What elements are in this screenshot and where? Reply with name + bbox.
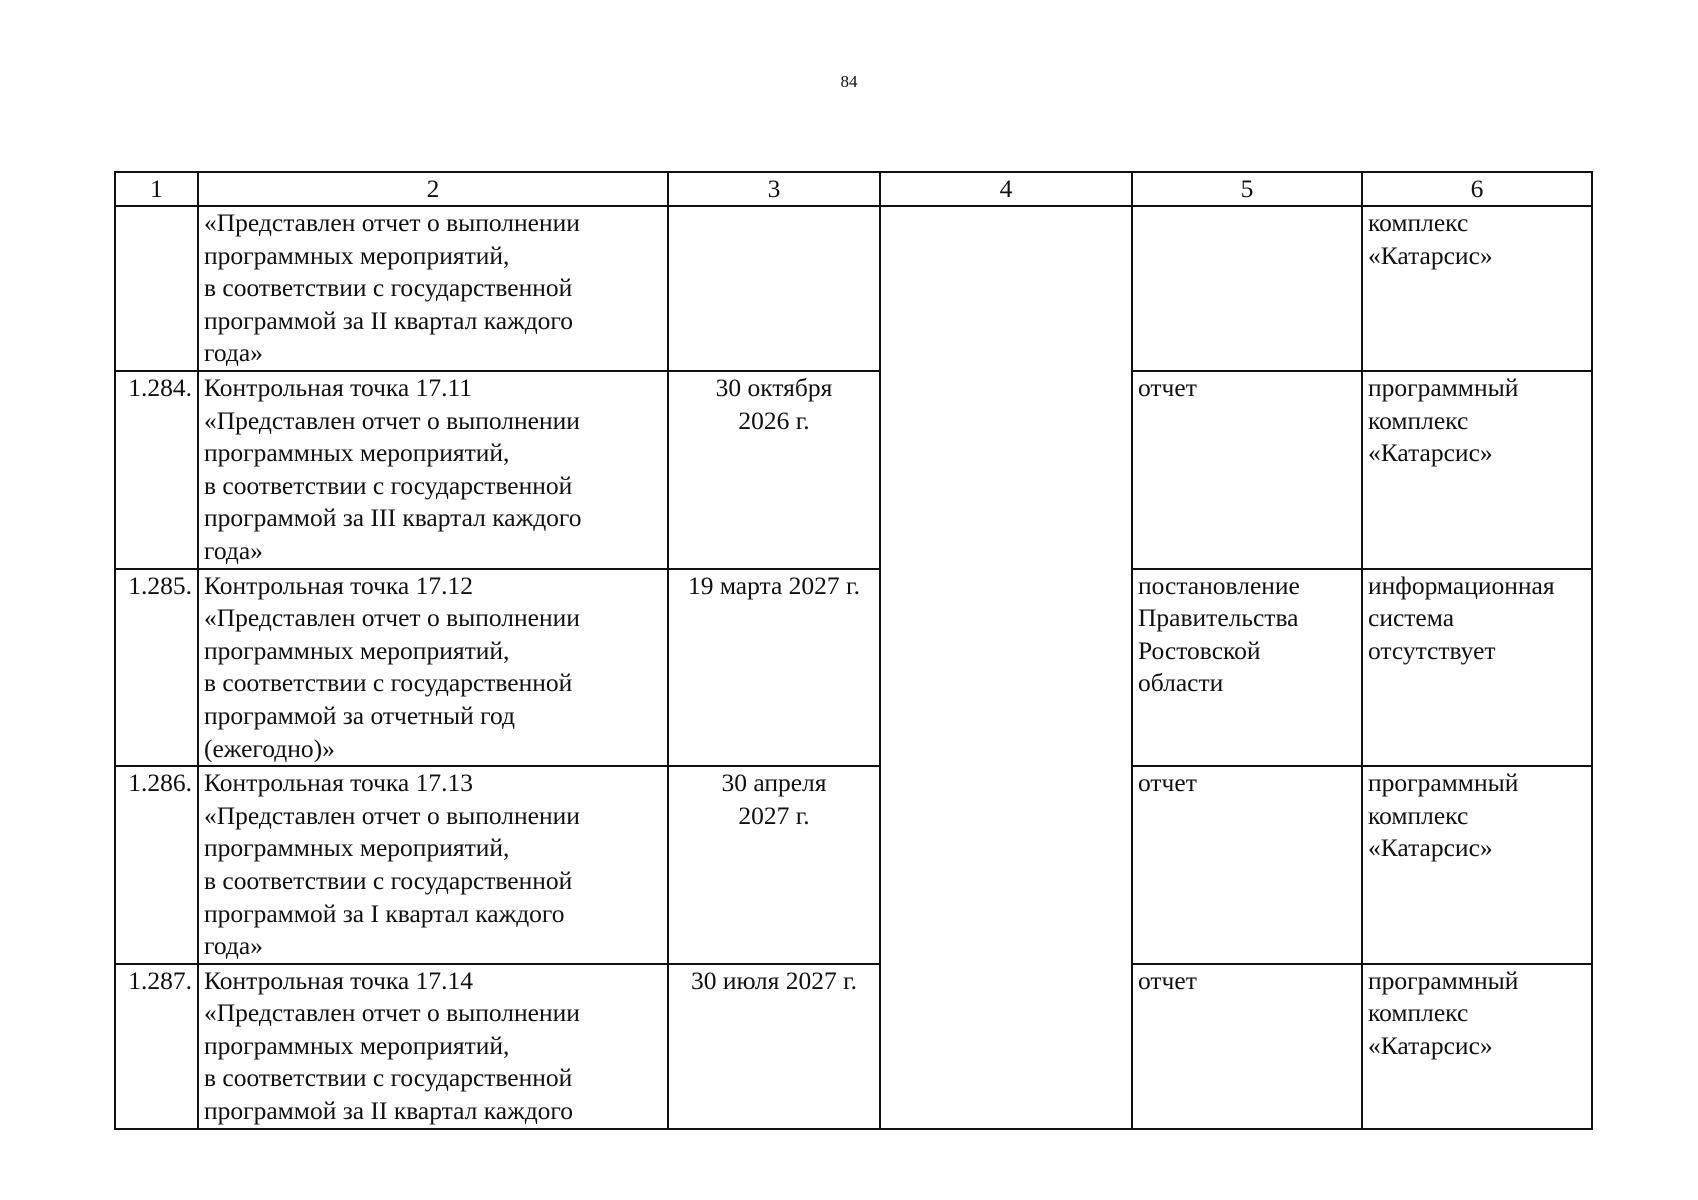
text-line: 2026 г.: [738, 405, 810, 435]
text-line: области: [1138, 668, 1224, 698]
text-line: Контрольная точка 17.13: [204, 768, 473, 798]
text-line: Правительства: [1138, 603, 1299, 633]
text-line: Контрольная точка 17.14: [204, 965, 473, 995]
text-line: года»: [204, 931, 263, 961]
text-line: «Представлен отчет о выполнении: [204, 208, 580, 237]
text-line: «Катарсис»: [1368, 833, 1493, 863]
text-line: «Катарсис»: [1368, 1030, 1493, 1060]
date-cell: [668, 371, 880, 569]
date-cell: [668, 766, 880, 964]
text-line: программных мероприятий,: [204, 833, 510, 863]
text-line: «Представлен отчет о выполнении: [204, 998, 580, 1028]
text-line: в соответствии с государственной: [204, 273, 573, 303]
text-line: отчет: [1138, 373, 1197, 402]
responsible-cell-merged: [880, 206, 1132, 1129]
text-line: Контрольная точка 17.12: [204, 570, 473, 600]
date-cell: [668, 964, 880, 1129]
table-row: [115, 964, 1592, 1129]
text-line: программных мероприятий,: [204, 1030, 510, 1060]
row-number-cell: [115, 206, 198, 371]
text-line: 30 апреля: [721, 768, 827, 798]
text-line: «Представлен отчет о выполнении: [204, 603, 580, 633]
text-line: в соответствии с государственной: [204, 668, 573, 698]
text-line: программных мероприятий,: [204, 438, 510, 468]
row-number-cell: 1.285.: [115, 569, 198, 767]
text-line: комплекс: [1368, 208, 1469, 237]
column-header: 2: [198, 172, 668, 206]
text-line: Ростовской: [1138, 635, 1261, 665]
text-line: 30 июля 2027 г.: [690, 965, 858, 995]
text-line: (ежегодно)»: [204, 733, 335, 763]
text-line: отчет: [1138, 965, 1197, 995]
text-line: программой за II квартал каждого: [204, 1096, 574, 1126]
row-number-cell: 1.284.: [115, 371, 198, 569]
text-line: программой за I квартал каждого: [204, 898, 565, 928]
text-line: в соответствии с государственной: [204, 865, 573, 895]
date-cell: [668, 206, 880, 371]
text-line: года»: [204, 535, 263, 565]
document-type-cell: [1132, 766, 1362, 964]
text-line: 30 октября: [715, 373, 833, 402]
table-row: [115, 371, 1592, 569]
text-line: постановление: [1138, 570, 1300, 600]
text-line: программой за отчетный год: [204, 700, 515, 730]
document-type-cell: [1132, 371, 1362, 569]
text-line: программный: [1368, 373, 1519, 402]
column-header: 5: [1132, 172, 1362, 206]
column-header: 1: [115, 172, 198, 206]
page-number: 84: [840, 72, 858, 91]
information-system-cell: [1362, 964, 1592, 1129]
information-system-cell: [1362, 371, 1592, 569]
text-line: комплекс: [1368, 998, 1469, 1028]
text-line: программный: [1368, 768, 1519, 798]
text-line: «Представлен отчет о выполнении: [204, 800, 580, 830]
control-point-cell: [198, 371, 668, 569]
text-line: система: [1368, 603, 1455, 633]
text-line: отчет: [1138, 768, 1197, 798]
control-point-cell: [198, 766, 668, 964]
control-point-cell: [198, 206, 668, 371]
information-system-cell: [1362, 569, 1592, 767]
text-line: комплекс: [1368, 800, 1469, 830]
document-type-cell: [1132, 206, 1362, 371]
information-system-cell: [1362, 766, 1592, 964]
table-header-row: [115, 172, 1592, 206]
control-point-cell: [198, 964, 668, 1129]
row-number-cell: 1.286.: [115, 766, 198, 964]
text-line: «Катарсис»: [1368, 438, 1493, 468]
text-line: 2027 г.: [738, 800, 810, 830]
table-row: [115, 766, 1592, 964]
information-system-cell: [1362, 206, 1592, 371]
text-line: программных мероприятий,: [204, 240, 510, 270]
control-point-cell: [198, 569, 668, 767]
text-line: программой за II квартал каждого: [204, 305, 574, 335]
table-row: [115, 569, 1592, 767]
text-line: Контрольная точка 17.11: [204, 373, 473, 402]
text-line: 19 марта 2027 г.: [687, 570, 861, 600]
text-line: «Катарсис»: [1368, 240, 1493, 270]
text-line: программных мероприятий,: [204, 635, 510, 665]
column-header: 6: [1362, 172, 1592, 206]
column-header: 3: [668, 172, 880, 206]
text-line: программой за III квартал каждого: [204, 503, 582, 533]
text-line: в соответствии с государственной: [204, 470, 573, 500]
text-line: «Представлен отчет о выполнении: [204, 405, 580, 435]
control-points-table: [114, 171, 1593, 1130]
document-type-cell: [1132, 964, 1362, 1129]
document-type-cell: [1132, 569, 1362, 767]
table-row: [115, 206, 1592, 371]
text-line: информационная: [1368, 570, 1555, 600]
column-header: 4: [880, 172, 1132, 206]
date-cell: [668, 569, 880, 767]
text-line: года»: [204, 338, 263, 368]
text-line: комплекс: [1368, 405, 1469, 435]
row-number-cell: 1.287.: [115, 964, 198, 1129]
text-line: программный: [1368, 965, 1519, 995]
text-line: в соответствии с государственной: [204, 1063, 573, 1093]
text-line: отсутствует: [1368, 635, 1496, 665]
